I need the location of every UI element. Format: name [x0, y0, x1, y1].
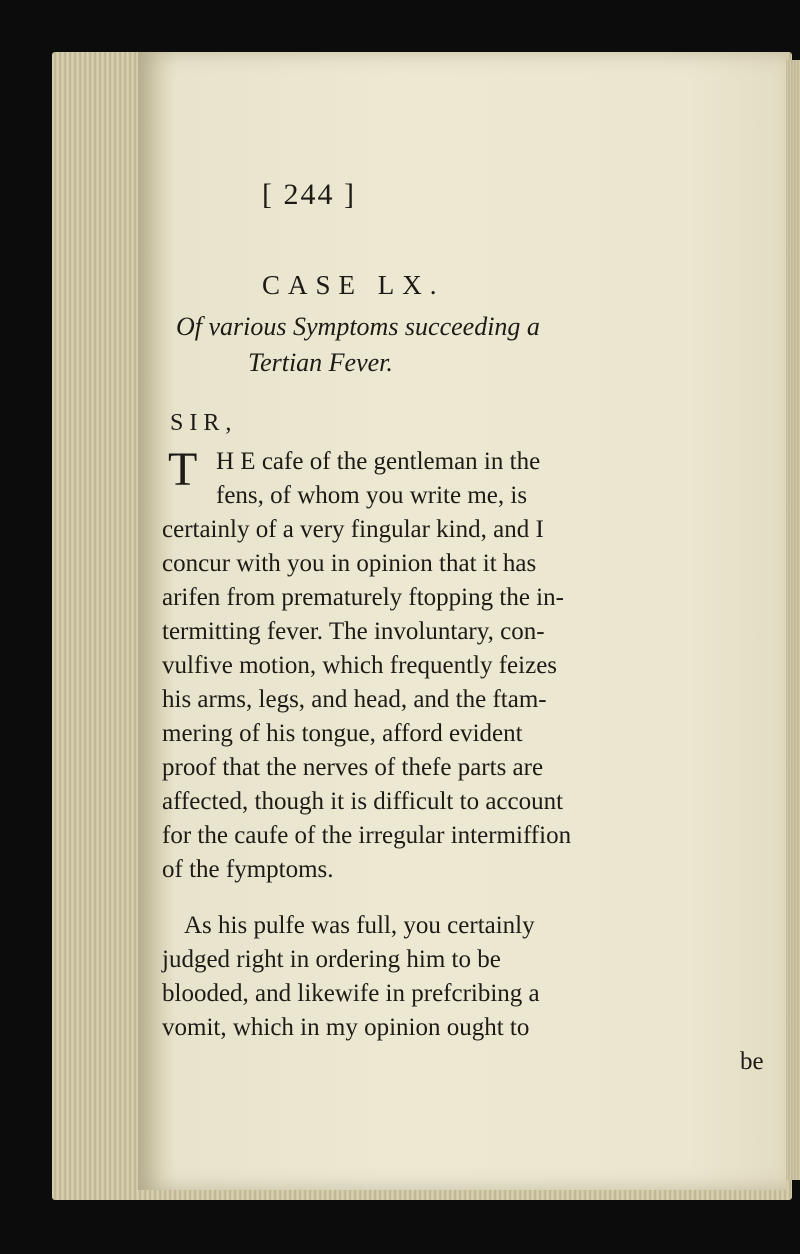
- paragraph-1-line-5: arifen from prematurely ftopping the in-: [162, 584, 564, 611]
- paragraph-1-line-11: affected, though it is difficult to account: [162, 788, 564, 815]
- paragraph-1-line-13: of the fymptoms.: [162, 856, 334, 883]
- paragraph-1-line-10: proof that the nerves of thefe parts are: [162, 754, 544, 781]
- paragraph-1-line-1: H E cafe of the gentleman in the: [216, 448, 541, 475]
- paragraph-1-line-8: his arms, legs, and head, and the ftam-: [162, 686, 547, 713]
- paragraph-2-line-4: vomit, which in my opinion ought to: [162, 1014, 530, 1041]
- paragraph-1-line-4: concur with you in opinion that it has: [162, 550, 537, 577]
- case-subtitle-line-2: Tertian Fever.: [248, 348, 393, 377]
- drop-cap: T: [168, 443, 198, 496]
- case-subtitle-line-1: Of various Symptoms succeeding a: [176, 312, 540, 341]
- paragraph-1-line-9: mering of his tongue, afford evident: [162, 720, 523, 747]
- paragraph-1-line-3: certainly of a very fingular kind, and I: [162, 516, 544, 543]
- paragraph-2-line-2: judged right in ordering him to be: [162, 946, 501, 973]
- paragraph-1-line-12: for the caufe of the irregular intermiffion: [162, 822, 572, 849]
- page-number-header: [ 244 ]: [262, 178, 356, 211]
- case-title: CASE LX.: [262, 270, 445, 300]
- paragraph-1-line-6: termitting fever. The involuntary, con-: [162, 618, 545, 645]
- paragraph-1-line-2: fens, of whom you write me, is: [216, 482, 528, 509]
- paragraph-2-line-1: As his pulfe was full, you certainly: [184, 912, 535, 939]
- paragraph-1-line-7: vulfive motion, which frequently feizes: [162, 652, 558, 679]
- catchword: be: [740, 1048, 764, 1075]
- paragraph-2-line-3: blooded, and likewife in prefcribing a: [162, 980, 540, 1007]
- book-page-edge-right: [786, 60, 800, 1180]
- salutation: SIR,: [170, 410, 238, 436]
